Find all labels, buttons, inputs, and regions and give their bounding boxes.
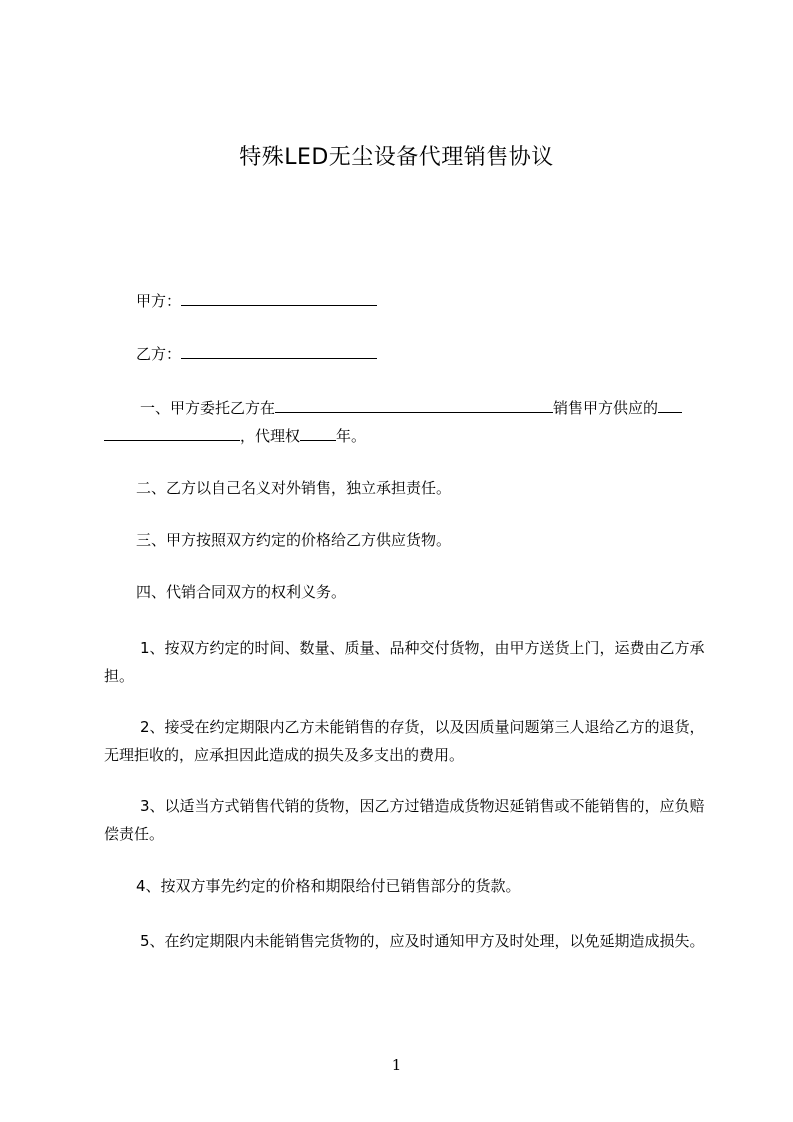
page-number: 1 xyxy=(391,1056,402,1074)
item-4: 4、按双方事先约定的价格和期限给付已销售部分的货款。 xyxy=(136,877,521,895)
clause-1-part3: ，代理权 xyxy=(240,427,301,445)
party-b-line xyxy=(104,340,710,368)
clause-1 xyxy=(104,394,710,450)
clause-3: 三、甲方按照双方约定的价格给乙方供应货物。 xyxy=(136,531,452,549)
item-3: 3、以适当方式销售代销的货物，因乙方过错造成货物迟延销售或不能销售的，应负赔偿责任。 xyxy=(104,797,705,843)
clause-1-product-blank xyxy=(104,422,240,441)
clause-1-product-blank-end xyxy=(658,394,682,413)
clause-1-part1: 一、甲方委托乙方在 xyxy=(140,399,276,417)
clause-4: 四、代销合同双方的权利义务。 xyxy=(136,583,347,601)
party-b-blank xyxy=(181,340,377,359)
party-a-blank xyxy=(181,287,377,306)
clause-1-location-blank xyxy=(275,394,553,413)
item-5: 5、在约定期限内未能销售完货物的，应及时通知甲方及时处理，以免延期造成损失。 xyxy=(140,932,705,950)
party-a-line xyxy=(104,287,710,315)
party-a-label: 甲方： xyxy=(136,292,182,310)
item-1: 1、按双方约定的时间、数量、质量、品种交付货物，由甲方送货上门，运费由乙方承担。 xyxy=(104,639,705,685)
document-title: 特殊LED无尘设备代理销售协议 xyxy=(239,145,554,170)
clause-1-part2: 销售甲方供应的 xyxy=(553,399,659,417)
clause-1-part4: 年。 xyxy=(336,427,367,445)
item-2: 2、接受在约定期限内乙方未能销售的存货，以及因质量问题第三人退给乙方的退货，无理拒收的，应承担因此造成的损失及多支出的费用。 xyxy=(104,718,705,764)
party-b-label: 乙方： xyxy=(136,345,182,363)
clause-1-years-blank xyxy=(300,422,336,441)
clause-2: 二、乙方以自己名义对外销售，独立承担责任。 xyxy=(136,479,452,497)
